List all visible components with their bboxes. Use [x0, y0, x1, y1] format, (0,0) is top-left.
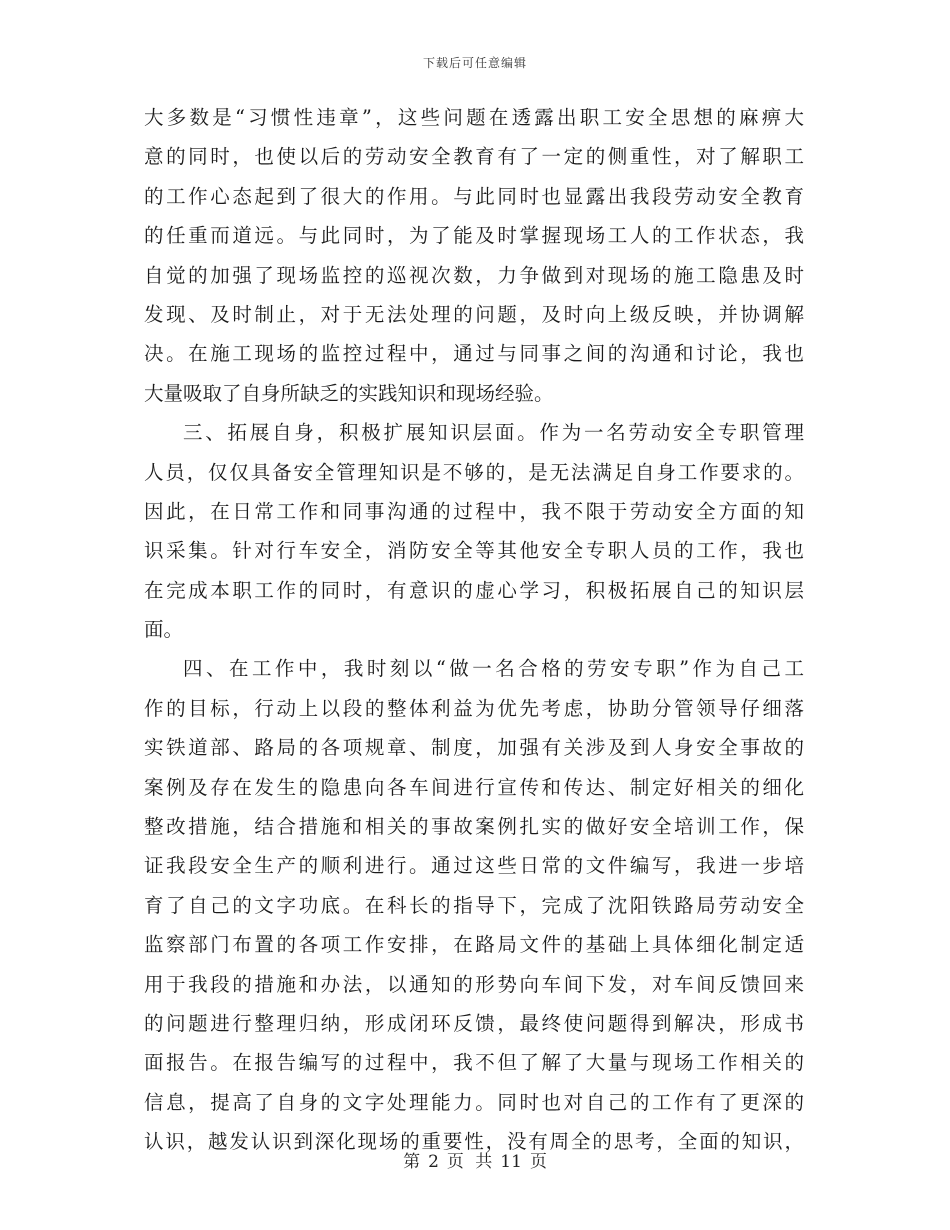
text-line: 用于我段的措施和办法，以通知的形势向车间下发，对车间反馈回来 [144, 972, 804, 996]
document-body [144, 98, 804, 1162]
current-page-number: 2 [428, 1152, 439, 1172]
text-line: 因此，在日常工作和同事沟通的过程中，我不限于劳动安全方面的知 [144, 499, 804, 523]
text-line: 三、拓展自身，积极扩展知识层面。作为一名劳动安全专职管理 [183, 421, 804, 445]
text-line: 信息，提高了自身的文字处理能力。同时也对自己的工作有了更深的 [144, 1090, 804, 1114]
page-label-suffix: 页 [529, 1152, 547, 1172]
text-line: 整改措施，结合措施和相关的事故案例扎实的做好安全培训工作，保 [144, 815, 804, 839]
text-line: 证我段安全生产的顺利进行。通过这些日常的文件编写，我进一步培 [144, 854, 804, 878]
text-line: 面。 [144, 618, 184, 642]
text-line: 的工作心态起到了很大的作用。与此同时也显露出我段劳动安全教育 [144, 184, 804, 208]
text-line: 自觉的加强了现场监控的巡视次数，力争做到对现场的施工隐患及时 [144, 263, 804, 287]
text-line: 实铁道部、路局的各项规章、制度，加强有关涉及到人身安全事故的 [144, 736, 804, 760]
text-line: 育了自己的文字功底。在科长的指导下，完成了沈阳铁路局劳动安全 [144, 893, 804, 917]
text-line: 四、在工作中，我时刻以“做一名合格的劳安专职”作为自己工 [183, 657, 804, 681]
text-line: 识采集。针对行车安全，消防安全等其他安全专职人员的工作，我也 [144, 539, 804, 563]
text-line: 人员，仅仅具备安全管理知识是不够的，是无法满足自身工作要求的。 [144, 460, 804, 484]
page-footer [0, 1147, 950, 1172]
paragraph-section-4 [144, 649, 804, 1161]
paragraph-section-3 [144, 413, 804, 649]
text-line: 决。在施工现场的监控过程中，通过与同事之间的沟通和讨论，我也 [144, 342, 804, 366]
text-line: 大量吸取了自身所缺乏的实践知识和现场经验。 [144, 381, 554, 405]
text-line: 发现、及时制止，对于无法处理的问题，及时向上级反映，并协调解 [144, 302, 804, 326]
text-line: 作的目标，行动上以段的整体利益为优先考虑，协助分管领导仔细落 [144, 696, 804, 720]
total-pages-number: 11 [500, 1152, 522, 1172]
page-label-prefix: 第 [403, 1152, 421, 1172]
header-note: 下载后可任意编辑 [422, 56, 527, 70]
text-line: 监察部门布置的各项工作安排，在路局文件的基础上具体细化制定适 [144, 933, 804, 957]
page-label-mid: 页 共 [446, 1152, 493, 1172]
text-line: 在完成本职工作的同时，有意识的虚心学习，积极拓展自己的知识层 [144, 578, 804, 602]
text-line: 意的同时，也使以后的劳动安全教育有了一定的侧重性，对了解职工 [144, 145, 804, 169]
text-line: 面报告。在报告编写的过程中，我不但了解了大量与现场工作相关的 [144, 1051, 804, 1075]
text-line: 认识，越发认识到深化现场的重要性，没有周全的思考，全面的知识， [144, 1130, 804, 1154]
text-line: 大多数是“习惯性违章”，这些问题在透露出职工安全思想的麻痹大 [144, 106, 804, 129]
text-line: 案例及存在发生的隐患向各车间进行宣传和传达、制定好相关的细化 [144, 775, 804, 799]
text-line: 的任重而道远。与此同时，为了能及时掌握现场工人的工作状态，我 [144, 224, 804, 248]
paragraph-1 [144, 98, 804, 413]
text-line: 的问题进行整理归纳，形成闭环反馈，最终使问题得到解决，形成书 [144, 1011, 804, 1035]
